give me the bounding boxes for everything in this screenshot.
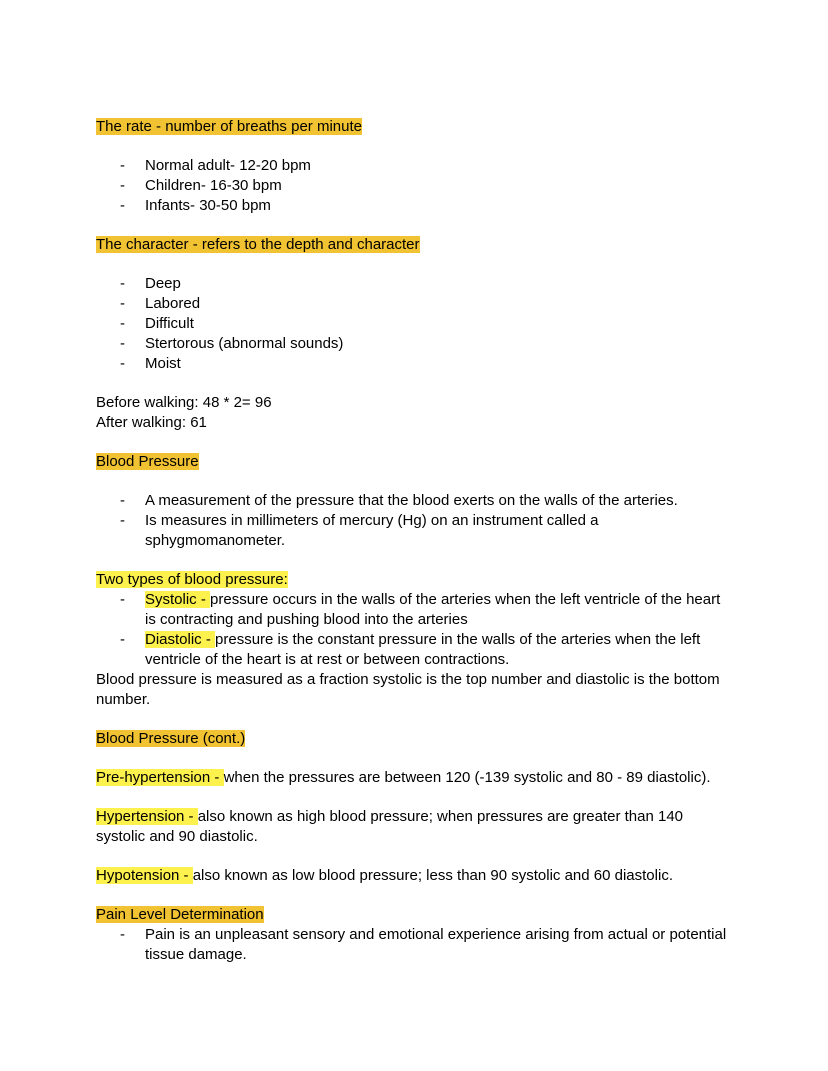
heading-rate-text: The rate - number of breaths per minute bbox=[96, 118, 362, 135]
systolic-description: pressure occurs in the walls of the arteries when the left ventricle of the heart is contracting and pushing blood into the arteries bbox=[145, 591, 721, 628]
hypotension-paragraph bbox=[96, 866, 732, 886]
list-item bbox=[96, 334, 732, 354]
heading-blood-pressure-text: Blood Pressure bbox=[96, 453, 199, 470]
list-item-text: Pain is an unpleasant sensory and emotional experience arising from actual or potential tissue damage. bbox=[145, 926, 727, 963]
fraction-note: Blood pressure is measured as a fraction systolic is the top number and diastolic is the bottom number. bbox=[96, 671, 720, 708]
list-item bbox=[96, 176, 732, 196]
after-walking-line: After walking: 61 bbox=[96, 414, 207, 431]
heading-pain bbox=[96, 905, 732, 925]
list-dash: - bbox=[120, 157, 125, 174]
list-dash: - bbox=[120, 335, 125, 352]
heading-two-types-text: Two types of blood pressure: bbox=[96, 571, 288, 588]
term-systolic: Systolic - bbox=[145, 591, 211, 608]
list-dash: - bbox=[120, 512, 125, 529]
blood-pressure-list bbox=[96, 491, 732, 551]
rate-list bbox=[96, 156, 732, 216]
list-item-text: Stertorous (abnormal sounds) bbox=[145, 335, 344, 352]
list-dash: - bbox=[120, 355, 125, 372]
list-item bbox=[96, 491, 732, 511]
term-hypertension: Hypertension - bbox=[96, 808, 198, 825]
list-item bbox=[96, 274, 732, 294]
list-item bbox=[96, 511, 732, 551]
list-dash: - bbox=[120, 197, 125, 214]
pre-hypertension-paragraph bbox=[96, 768, 732, 788]
list-dash: - bbox=[120, 177, 125, 194]
list-dash: - bbox=[120, 926, 125, 943]
list-item-text: Infants- 30-50 bpm bbox=[145, 197, 271, 214]
list-item bbox=[96, 590, 732, 630]
pre-hypertension-description: when the pressures are between 120 (-139 systolic and 80 - 89 diastolic). bbox=[223, 769, 711, 786]
list-dash: - bbox=[120, 275, 125, 292]
heading-pain-text: Pain Level Determination bbox=[96, 906, 264, 923]
heading-rate bbox=[96, 117, 732, 137]
list-item-text: Difficult bbox=[145, 315, 194, 332]
before-walking-line: Before walking: 48 * 2= 96 bbox=[96, 394, 272, 411]
list-dash: - bbox=[120, 591, 125, 608]
list-item-text: Deep bbox=[145, 275, 181, 292]
heading-two-types bbox=[96, 570, 732, 590]
term-pre-hypertension: Pre-hypertension - bbox=[96, 769, 224, 786]
list-item bbox=[96, 354, 732, 374]
two-types-list bbox=[96, 590, 732, 670]
list-dash: - bbox=[120, 315, 125, 332]
list-item bbox=[96, 294, 732, 314]
list-item bbox=[96, 196, 732, 216]
list-item bbox=[96, 314, 732, 334]
list-item-text: Children- 16-30 bpm bbox=[145, 177, 282, 194]
list-item bbox=[96, 925, 732, 965]
heading-blood-pressure-cont-text: Blood Pressure (cont.) bbox=[96, 730, 246, 747]
heading-character-text: The character - refers to the depth and character bbox=[96, 236, 420, 253]
list-item-text: Normal adult- 12-20 bpm bbox=[145, 157, 311, 174]
term-diastolic: Diastolic - bbox=[145, 631, 216, 648]
list-item-text: Is measures in millimeters of mercury (Hg) on an instrument called a sphygmomanometer. bbox=[145, 512, 599, 549]
character-list bbox=[96, 274, 732, 374]
term-hypotension: Hypotension - bbox=[96, 867, 193, 884]
systolic-definition bbox=[145, 591, 720, 628]
list-item-text: A measurement of the pressure that the blood exerts on the walls of the arteries. bbox=[145, 492, 678, 509]
heading-blood-pressure bbox=[96, 452, 732, 472]
list-item bbox=[96, 630, 732, 670]
heading-blood-pressure-cont bbox=[96, 729, 732, 749]
walking-notes bbox=[96, 393, 732, 433]
pain-list bbox=[96, 925, 732, 965]
list-item-text: Labored bbox=[145, 295, 201, 312]
list-dash: - bbox=[120, 295, 125, 312]
list-item bbox=[96, 156, 732, 176]
list-item-text: Moist bbox=[145, 355, 181, 372]
hypertension-description: also known as high blood pressure; when pressures are greater than 140 systolic and 90 diastolic. bbox=[96, 808, 684, 845]
diastolic-definition bbox=[145, 631, 700, 668]
list-dash: - bbox=[120, 492, 125, 509]
list-dash: - bbox=[120, 631, 125, 648]
hypotension-description: also known as low blood pressure; less than 90 systolic and 60 diastolic. bbox=[192, 867, 673, 884]
heading-character bbox=[96, 235, 732, 255]
hypertension-paragraph bbox=[96, 807, 732, 847]
diastolic-description: pressure is the constant pressure in the walls of the arteries when the left ventricle of the heart is at rest or between contractions. bbox=[145, 631, 701, 668]
